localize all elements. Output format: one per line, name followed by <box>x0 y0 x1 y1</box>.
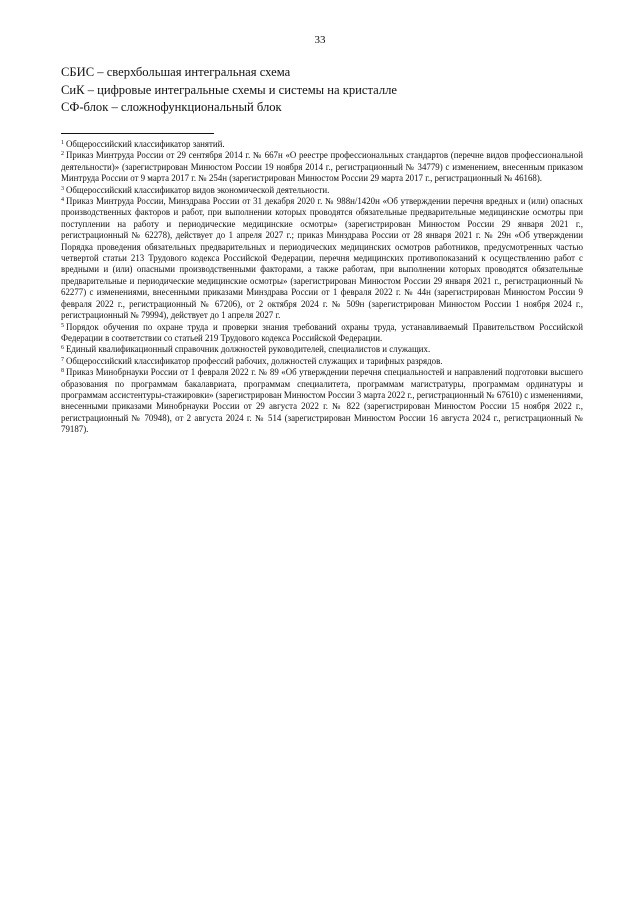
footnote-text: Общероссийский классификатор профессий рабочих, должностей служащих и тарифных разрядов. <box>66 355 443 366</box>
page-number: 33 <box>314 34 326 46</box>
abbreviation-item: СБИС – сверхбольшая интегральная схема <box>61 65 291 79</box>
footnote-text: Порядок обучения по охране труда и проверки знания требований охраны труда, устанавливаемый Правительством Российской Федерации в соответствии со статьей 219 Трудового кодекса Российской Федерации. <box>61 321 583 343</box>
footnote-mark: 7 <box>61 356 64 363</box>
footnote-7 <box>61 356 583 367</box>
footnote-1 <box>61 139 583 150</box>
footnote-mark: 2 <box>61 151 64 158</box>
footnote-3 <box>61 185 583 196</box>
footnote-mark: 1 <box>61 140 64 146</box>
footnotes <box>61 139 583 436</box>
footnote-5 <box>61 322 583 345</box>
footnote-4 <box>61 196 583 321</box>
footnote-text: Общероссийский классификатор видов экономической деятельности. <box>66 184 330 195</box>
footnote-text: Единый квалификационный справочник должностей руководителей, специалистов и служащих. <box>66 344 431 355</box>
footnote-text: Приказ Минобрнауки России от 1 февраля 2022 г. № 89 «Об утверждении перечня специальностей и направлений подготовки высшего образования по программам бакалавриата, программам специалитета, программам магистратуры, программам ординатуры и программам ассистентуры-стажировки» (зарегистрирован Минюстом России 3 марта 2022 г., регистрационный № 67610) с изменениями, внесенными приказами Минобрнауки России от 29 августа 2022 г. № 822 (зарегистрирован Минюстом России 15 ноября 2022 г., регистрационный № 70948), от 2 августа 2024 г. № 514 (зарегистрирован Минюстом России 16 августа 2024 г., регистрационный № 79187). <box>61 367 583 435</box>
footnote-text: Приказ Минтруда России, Минздрава России от 31 декабря 2020 г. № 988н/1420н «Об утверждении перечня вредных и (или) опасных производственных факторов и работ, при выполнении которых проводятся обязательные предварительные медицинские осмотры при поступлении на работу и периодические медицинские осмотры» (зарегистрирован Минюстом России 29 января 2021 г., регистрационный № 62278), действует до 1 апреля 2027 г.; приказ Минздрава России от 28 января 2021 г. № 29н «Об утверждении Порядка проведения обязательных предварительных и периодических медицинских осмотров работников, предусмотренных частью четвертой статьи 213 Трудового кодекса Российской Федерации, перечня медицинских противопоказаний к осуществлению работ с вредными и (или) опасными производственными факторами, а также работам, при выполнении которых проводятся обязательные предварительные и периодические медицинские осмотры» (зарегистрирован Минюстом России 29 января 2021 г., регистрационный № 62277) с изменениями, внесенными приказами Минздрава России от 1 февраля 2022 г. № 44н (зарегистрирован Минюстом России 9 февраля 2022 г., регистрационный № 67206), от 2 октября 2024 г. № 509н (зарегистрирован Минюстом России 1 ноября 2024 г., регистрационный № 79994), действует до 1 апреля 2027 г. <box>61 196 583 321</box>
footnote-text: Общероссийский классификатор занятий. <box>66 139 225 149</box>
footnote-mark: 8 <box>61 368 64 375</box>
footnote-text: Приказ Минтруда России от 29 сентября 2014 г. № 667н «О реестре профессиональных стандартов (перечне видов профессиональной деятельности)» (зарегистрирован Минюстом России 19 ноября 2014 г., регистрационный № 34779) с изменением, внесенным приказом Минтруда России от 9 марта 2017 г. № 254н (зарегистрирован Минюстом России 29 марта 2017 г., регистрационный № 46168). <box>61 150 583 184</box>
abbreviation-item: СиК – цифровые интегральные схемы и системы на кристалле <box>61 82 398 97</box>
abbreviation-list <box>61 64 581 117</box>
footnote-separator <box>61 133 214 134</box>
footnote-mark: 3 <box>61 185 64 192</box>
abbreviation-item: СФ-блок – сложнофункциональный блок <box>61 100 282 114</box>
footnote-2 <box>61 150 583 184</box>
footnote-6 <box>61 344 583 355</box>
footnote-mark: 6 <box>61 345 64 352</box>
footnote-8 <box>61 367 583 435</box>
footnote-mark: 5 <box>61 322 64 329</box>
footnote-mark: 4 <box>61 197 64 204</box>
